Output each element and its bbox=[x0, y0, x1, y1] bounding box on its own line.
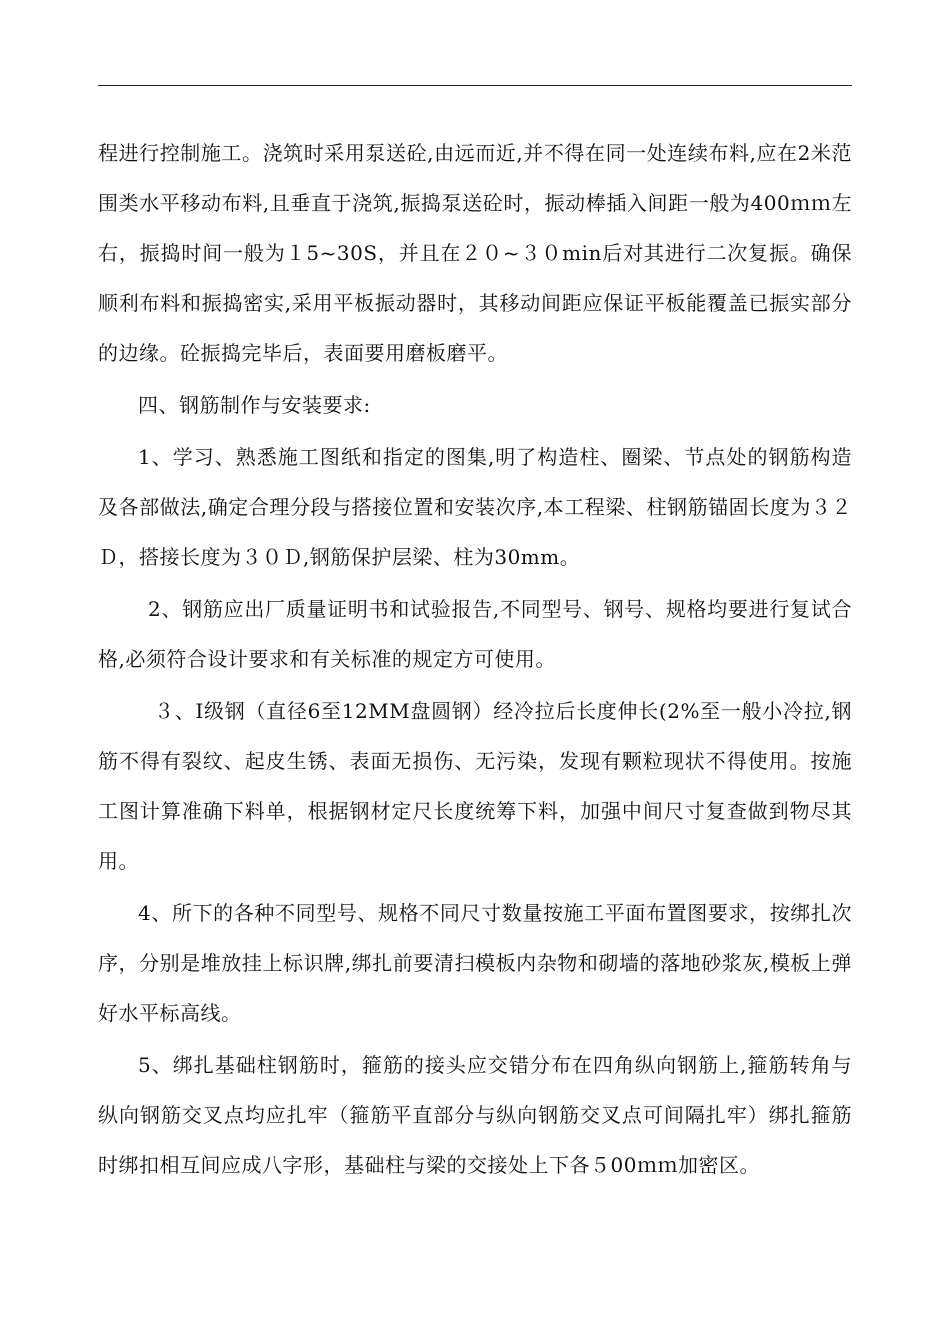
section-heading-rebar: 四、钢筋制作与安装要求: bbox=[138, 393, 371, 417]
paragraph-item-4: 4、所下的各种不同型号、规格不同尺寸数量按施工平面布置图要求，按绑扎次序，分别是堆放挂上标识牌,绑扎前要清扫模板内杂物和砌墙的落地砂浆灰,模板上弹好水平标高线。 bbox=[98, 901, 852, 1025]
paragraph-item-1: 1、学习、熟悉施工图纸和指定的图集,明了构造柱、圈梁、节点处的钢筋构造及各部做法,确定合理分段与搭接位置和安装次序,本工程梁、柱钢筋锚固长度为３２Ｄ，搭接长度为３０Ｄ,钢筋保护层梁、柱为30mm。 bbox=[98, 445, 852, 569]
paragraph-item-5: 5、绑扎基础柱钢筋时，箍筋的接头应交错分布在四角纵向钢筋上,箍筋转角与纵向钢筋交叉点均应扎牢（箍筋平直部分与纵向钢筋交叉点可间隔扎牢）绑扎箍筋时绑扣相互间应成八字形，基础柱与梁的交接处上下各５00ｍｍ加密区。 bbox=[98, 1053, 852, 1177]
header-rule bbox=[98, 85, 852, 86]
paragraph-concrete-pouring: 程进行控制施工。浇筑时采用泵送砼,由远而近,并不得在同一处连续布料,应在2米范围类水平移动布料,且垂直于浇筑,振捣泵送砼时，振动棒插入间距一般为400ｍｍ左右，振捣时间一般为１5~30S，并且在２０~３０min后对其进行二次复振。确保顺利布料和振捣密实,采用平板振动器时，其移动间距应保证平板能覆盖已振实部分的边缘。砼振捣完毕后，表面要用磨板磨平。 bbox=[98, 141, 852, 365]
paragraph-item-2: 2、钢筋应出厂质量证明书和试验报告,不同型号、钢号、规格均要进行复试合格,必须符合设计要求和有关标准的规定方可使用。 bbox=[98, 597, 852, 671]
paragraph-item-3: ３、I级钢（直径6至12MM盘圆钢）经冷拉后长度伸长(2%至一般小冷拉,钢筋不得有裂纹、起皮生锈、表面无损伤、无污染，发现有颗粒现状不得使用。按施工图计算准确下料单，根据钢材定尺长度统筹下料，加强中间尺寸复查做到物尽其用。 bbox=[98, 699, 852, 873]
document-body bbox=[98, 128, 852, 1192]
